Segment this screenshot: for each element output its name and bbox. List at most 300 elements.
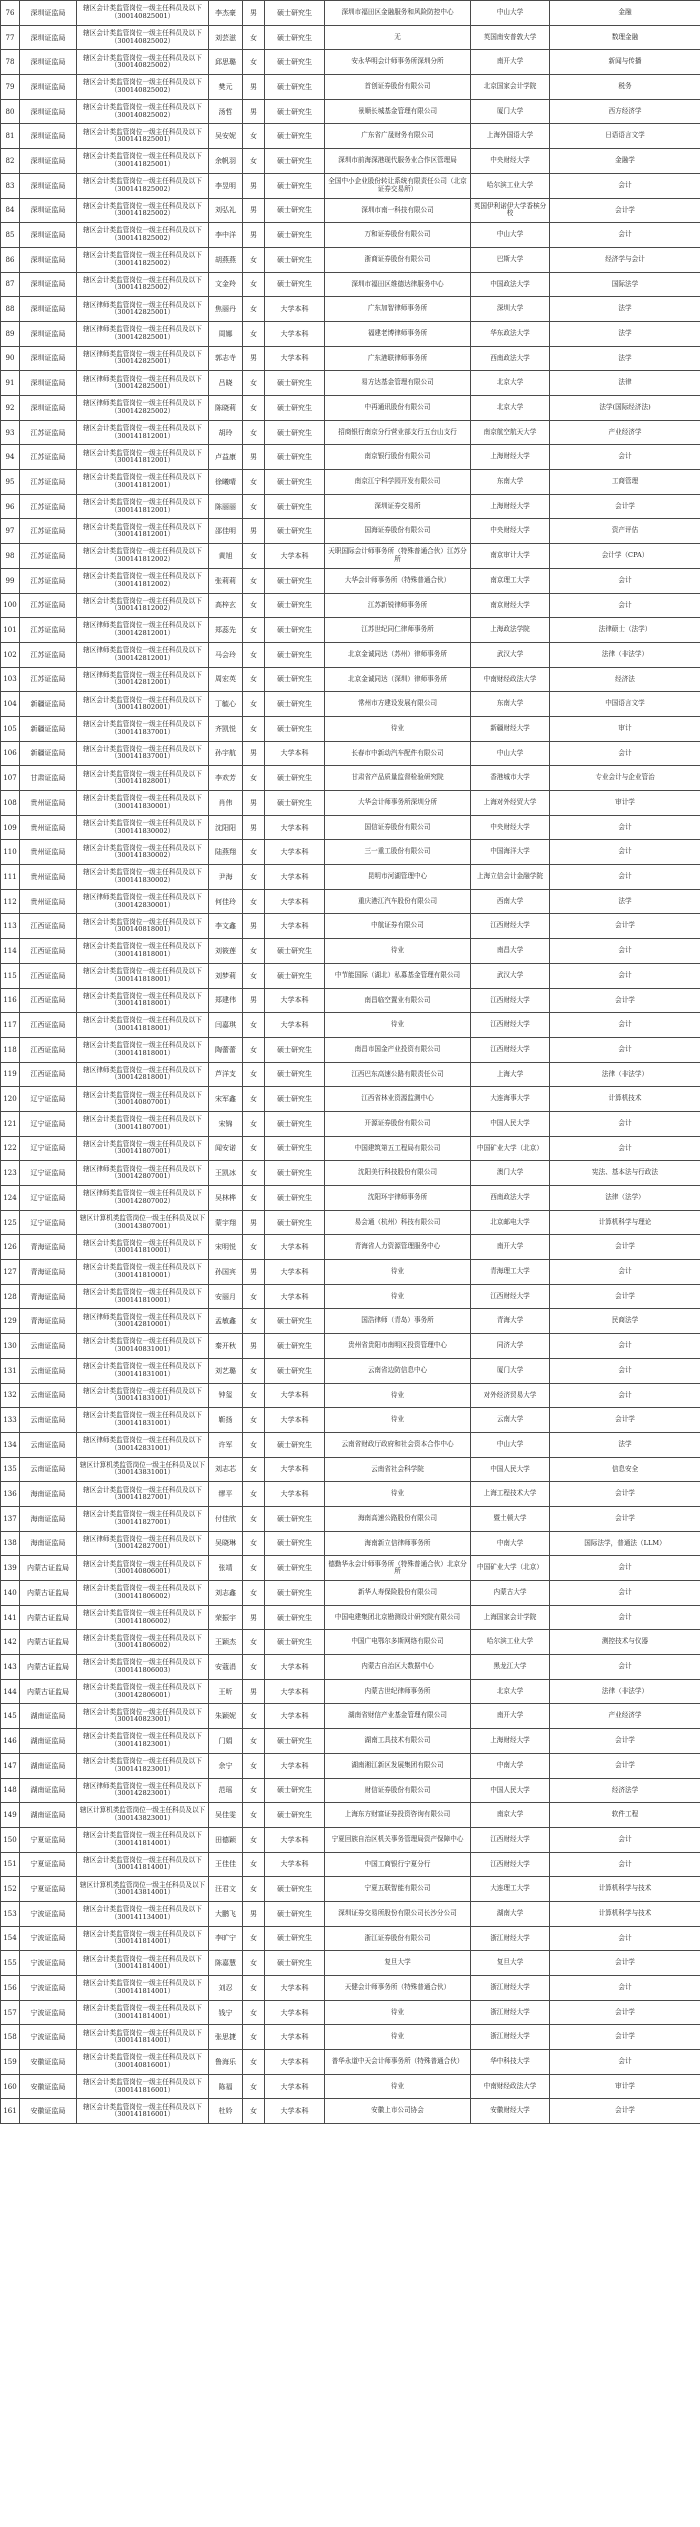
education-cell: 硕士研究生: [265, 1901, 325, 1926]
education-cell: 大学本科: [265, 1852, 325, 1877]
education-cell: 硕士研究生: [265, 642, 325, 667]
education-cell: 大学本科: [265, 1260, 325, 1285]
major-cell: 审计学: [550, 2074, 700, 2099]
row-number-cell: 133: [1, 1408, 20, 1433]
row-number-cell: 152: [1, 1877, 20, 1902]
gender-cell: 女: [243, 1778, 265, 1803]
row-number-cell: 101: [1, 618, 20, 643]
gender-cell: 女: [243, 2025, 265, 2050]
name-cell: 徐曦晴: [209, 470, 243, 495]
employer-cell: 南京江宁科学园开发有限公司: [325, 470, 471, 495]
row-number-cell: 113: [1, 914, 20, 939]
gender-cell: 女: [243, 1852, 265, 1877]
position-cell: 辖区会计类监管岗位一级主任科员及以下（300141823001）: [77, 1729, 209, 1754]
bureau-cell: 深圳证监局: [20, 25, 77, 50]
position-cell: 辖区会计类监管岗位一级主任科员及以下（300141825002）: [77, 198, 209, 223]
table-row: [1, 50, 700, 75]
school-cell: 上海对外经贸大学: [471, 791, 550, 816]
table-row: [1, 1729, 700, 1754]
bureau-cell: 江苏证监局: [20, 544, 77, 569]
school-cell: 中国人民大学: [471, 1111, 550, 1136]
education-cell: 硕士研究生: [265, 1926, 325, 1951]
name-cell: 周娜: [209, 321, 243, 346]
gender-cell: 女: [243, 1235, 265, 1260]
education-cell: 硕士研究生: [265, 1358, 325, 1383]
name-cell: 宋锦: [209, 1111, 243, 1136]
education-cell: 大学本科: [265, 815, 325, 840]
employer-cell: 内蒙古自治区大数据中心: [325, 1655, 471, 1680]
bureau-cell: 湖南证监局: [20, 1729, 77, 1754]
education-cell: 硕士研究生: [265, 173, 325, 198]
employer-cell: 待业: [325, 2074, 471, 2099]
education-cell: 硕士研究生: [265, 1531, 325, 1556]
row-number-cell: 92: [1, 396, 20, 421]
employer-cell: 重庆港江汽车股份有限公司: [325, 889, 471, 914]
major-cell: 金融学: [550, 149, 700, 174]
education-cell: 硕士研究生: [265, 149, 325, 174]
position-cell: 辖区会计类监管岗位一级主任科员及以下（300141818001）: [77, 963, 209, 988]
major-cell: 法律（非法学）: [550, 1679, 700, 1704]
employer-cell: 待业: [325, 1284, 471, 1309]
table-row: [1, 1210, 700, 1235]
school-cell: 江西财经大学: [471, 988, 550, 1013]
row-number-cell: 140: [1, 1581, 20, 1606]
education-cell: 硕士研究生: [265, 1111, 325, 1136]
major-cell: 新闻与传播: [550, 50, 700, 75]
name-cell: 吕晓: [209, 371, 243, 396]
row-number-cell: 143: [1, 1655, 20, 1680]
table-row: [1, 470, 700, 495]
name-cell: 李旷宁: [209, 1926, 243, 1951]
gender-cell: 女: [243, 1877, 265, 1902]
name-cell: 钟玺: [209, 1383, 243, 1408]
row-number-cell: 154: [1, 1926, 20, 1951]
major-cell: 会计: [550, 2050, 700, 2075]
major-cell: 会计: [550, 1037, 700, 1062]
bureau-cell: 内蒙古证监局: [20, 1605, 77, 1630]
education-cell: 大学本科: [265, 2025, 325, 2050]
table-row: [1, 692, 700, 717]
school-cell: 西南政法大学: [471, 1186, 550, 1211]
school-cell: 新疆财经大学: [471, 716, 550, 741]
position-cell: 辖区会计类监管岗位一级主任科员及以下（300141806002）: [77, 1630, 209, 1655]
gender-cell: 女: [243, 2050, 265, 2075]
education-cell: 硕士研究生: [265, 766, 325, 791]
position-cell: 辖区会计类监管岗位一级主任科员及以下（300141827001）: [77, 1506, 209, 1531]
row-number-cell: 158: [1, 2025, 20, 2050]
position-cell: 辖区律师类监管岗位一级主任科员及以下（300142812001）: [77, 667, 209, 692]
education-cell: 硕士研究生: [265, 593, 325, 618]
gender-cell: 男: [243, 1901, 265, 1926]
major-cell: 软件工程: [550, 1803, 700, 1828]
major-cell: 法律: [550, 371, 700, 396]
bureau-cell: 甘肃证监局: [20, 766, 77, 791]
bureau-cell: 深圳证监局: [20, 396, 77, 421]
employer-cell: 广东加智律师事务所: [325, 297, 471, 322]
employer-cell: 中航证券有限公司: [325, 914, 471, 939]
bureau-cell: 深圳证监局: [20, 247, 77, 272]
bureau-cell: 湖南证监局: [20, 1778, 77, 1803]
row-number-cell: 88: [1, 297, 20, 322]
bureau-cell: 辽宁证监局: [20, 1136, 77, 1161]
major-cell: 信息安全: [550, 1457, 700, 1482]
table-row: [1, 420, 700, 445]
row-number-cell: 138: [1, 1531, 20, 1556]
name-cell: 门娟: [209, 1729, 243, 1754]
row-number-cell: 111: [1, 865, 20, 890]
employer-cell: 大华会计师事务所（特殊普通合伙）: [325, 568, 471, 593]
school-cell: 东南大学: [471, 470, 550, 495]
bureau-cell: 深圳证监局: [20, 272, 77, 297]
row-number-cell: 135: [1, 1457, 20, 1482]
education-cell: 硕士研究生: [265, 939, 325, 964]
table-row: [1, 1852, 700, 1877]
bureau-cell: 青海证监局: [20, 1260, 77, 1285]
roster-body: [1, 1, 700, 2124]
gender-cell: 女: [243, 1630, 265, 1655]
name-cell: 胡玲: [209, 420, 243, 445]
position-cell: 辖区会计类监管岗位一级主任科员及以下（300142806001）: [77, 1679, 209, 1704]
major-cell: 会计学: [550, 914, 700, 939]
table-row: [1, 346, 700, 371]
major-cell: 会计: [550, 593, 700, 618]
school-cell: 江西财经大学: [471, 1284, 550, 1309]
school-cell: 上海财经大学: [471, 1729, 550, 1754]
name-cell: 陈丽丽: [209, 494, 243, 519]
bureau-cell: 湖南证监局: [20, 1753, 77, 1778]
name-cell: 王凯冰: [209, 1161, 243, 1186]
table-row: [1, 396, 700, 421]
position-cell: 辖区会计类监管岗位一级主任科员及以下（300141812002）: [77, 568, 209, 593]
school-cell: 对外经济贸易大学: [471, 1383, 550, 1408]
school-cell: 南京航空航天大学: [471, 420, 550, 445]
major-cell: 法学: [550, 321, 700, 346]
major-cell: 审计: [550, 716, 700, 741]
name-cell: 刘志芯: [209, 1457, 243, 1482]
major-cell: 工商管理: [550, 470, 700, 495]
bureau-cell: 宁波证监局: [20, 1951, 77, 1976]
position-cell: 辖区律师类监管岗位一级主任科员及以下（300142825001）: [77, 346, 209, 371]
table-row: [1, 247, 700, 272]
gender-cell: 女: [243, 1284, 265, 1309]
employer-cell: 湖南工具技术有限公司: [325, 1729, 471, 1754]
position-cell: 辖区计算机类监管岗位一级主任科员及以下（300143807001）: [77, 1210, 209, 1235]
table-row: [1, 1679, 700, 1704]
gender-cell: 男: [243, 791, 265, 816]
school-cell: 北京大学: [471, 371, 550, 396]
gender-cell: 女: [243, 420, 265, 445]
row-number-cell: 139: [1, 1556, 20, 1581]
bureau-cell: 贵州证监局: [20, 865, 77, 890]
major-cell: 会计学: [550, 1951, 700, 1976]
gender-cell: 女: [243, 1111, 265, 1136]
table-row: [1, 642, 700, 667]
major-cell: 西方经济学: [550, 99, 700, 124]
name-cell: 王佳佳: [209, 1852, 243, 1877]
name-cell: 卢益康: [209, 445, 243, 470]
education-cell: 大学本科: [265, 1704, 325, 1729]
education-cell: 大学本科: [265, 889, 325, 914]
row-number-cell: 110: [1, 840, 20, 865]
school-cell: 武汉大学: [471, 642, 550, 667]
major-cell: 数理金融: [550, 25, 700, 50]
bureau-cell: 宁波证监局: [20, 2000, 77, 2025]
bureau-cell: 云南证监局: [20, 1457, 77, 1482]
school-cell: 大连理工大学: [471, 1877, 550, 1902]
gender-cell: 女: [243, 297, 265, 322]
major-cell: 会计: [550, 1013, 700, 1038]
bureau-cell: 贵州证监局: [20, 791, 77, 816]
position-cell: 辖区会计类监管岗位一级主任科员及以下（300141812001）: [77, 494, 209, 519]
employer-cell: 深圳证券交易所: [325, 494, 471, 519]
employer-cell: 深圳证券交易所股份有限公司长沙分公司: [325, 1901, 471, 1926]
table-row: [1, 1901, 700, 1926]
table-row: [1, 1111, 700, 1136]
school-cell: 南开大学: [471, 50, 550, 75]
name-cell: 陈福: [209, 2074, 243, 2099]
employer-cell: 景顺长城基金管理有限公司: [325, 99, 471, 124]
school-cell: 复旦大学: [471, 1951, 550, 1976]
school-cell: 内蒙古大学: [471, 1581, 550, 1606]
row-number-cell: 132: [1, 1383, 20, 1408]
gender-cell: 女: [243, 1037, 265, 1062]
employer-cell: 中再通讯股份有限公司: [325, 396, 471, 421]
gender-cell: 男: [243, 914, 265, 939]
gender-cell: 女: [243, 470, 265, 495]
major-cell: 会计学: [550, 494, 700, 519]
position-cell: 辖区律师类监管岗位一级主任科员及以下（300142831001）: [77, 1432, 209, 1457]
school-cell: 中国人民大学: [471, 1778, 550, 1803]
employer-cell: 昆明市河湖管理中心: [325, 865, 471, 890]
major-cell: 会计学: [550, 1729, 700, 1754]
gender-cell: 女: [243, 50, 265, 75]
employer-cell: 长春市中新动汽车配件有限公司: [325, 741, 471, 766]
employer-cell: 大华会计师事务所深圳分所: [325, 791, 471, 816]
education-cell: 硕士研究生: [265, 791, 325, 816]
school-cell: 中南大学: [471, 1531, 550, 1556]
table-row: [1, 865, 700, 890]
gender-cell: 男: [243, 99, 265, 124]
bureau-cell: 新疆证监局: [20, 716, 77, 741]
position-cell: 辖区律师类监管岗位一级主任科员及以下（300142810001）: [77, 1309, 209, 1334]
gender-cell: 男: [243, 1605, 265, 1630]
employer-cell: 浙商证券股份有限公司: [325, 247, 471, 272]
major-cell: 会计学: [550, 2000, 700, 2025]
school-cell: 中央财经大学: [471, 815, 550, 840]
employer-cell: 宁夏五联智能有限公司: [325, 1877, 471, 1902]
name-cell: 张靖: [209, 1556, 243, 1581]
school-cell: 青海大学: [471, 1309, 550, 1334]
employer-cell: 安徽上市公司协会: [325, 2099, 471, 2124]
employer-cell: 国信证券股份有限公司: [325, 815, 471, 840]
employer-cell: 江苏新锐律师事务所: [325, 593, 471, 618]
gender-cell: 女: [243, 2074, 265, 2099]
employer-cell: 中国电建集团北京勘测设计研究院有限公司: [325, 1605, 471, 1630]
bureau-cell: 江西证监局: [20, 939, 77, 964]
school-cell: 江西财经大学: [471, 1852, 550, 1877]
employer-cell: 待业: [325, 939, 471, 964]
position-cell: 辖区会计类监管岗位一级主任科员及以下（300141812001）: [77, 519, 209, 544]
name-cell: 刘忍: [209, 1976, 243, 2001]
table-row: [1, 124, 700, 149]
education-cell: 硕士研究生: [265, 618, 325, 643]
position-cell: 辖区律师类监管岗位一级主任科员及以下（300142825002）: [77, 396, 209, 421]
school-cell: 武汉大学: [471, 963, 550, 988]
position-cell: 辖区会计类监管岗位一级主任科员及以下（300141814001）: [77, 1926, 209, 1951]
major-cell: 会计: [550, 445, 700, 470]
school-cell: 浙江财经大学: [471, 2025, 550, 2050]
education-cell: 大学本科: [265, 2074, 325, 2099]
school-cell: 北京国家会计学院: [471, 75, 550, 100]
row-number-cell: 91: [1, 371, 20, 396]
school-cell: 上海立信会计金融学院: [471, 865, 550, 890]
table-row: [1, 791, 700, 816]
education-cell: 大学本科: [265, 2099, 325, 2124]
row-number-cell: 78: [1, 50, 20, 75]
education-cell: 硕士研究生: [265, 99, 325, 124]
education-cell: 硕士研究生: [265, 1062, 325, 1087]
employer-cell: 复旦大学: [325, 1951, 471, 1976]
employer-cell: 德勤华永会计师事务所（特殊普通合伙）北京分所: [325, 1556, 471, 1581]
gender-cell: 女: [243, 568, 265, 593]
gender-cell: 女: [243, 1926, 265, 1951]
gender-cell: 女: [243, 1186, 265, 1211]
school-cell: 中国矿业大学（北京）: [471, 1556, 550, 1581]
name-cell: 沈阳阳: [209, 815, 243, 840]
row-number-cell: 97: [1, 519, 20, 544]
school-cell: 黑龙江大学: [471, 1655, 550, 1680]
employer-cell: 国浩律师（青岛）事务所: [325, 1309, 471, 1334]
education-cell: 大学本科: [265, 1482, 325, 1507]
bureau-cell: 深圳证监局: [20, 149, 77, 174]
school-cell: 中南财经政法大学: [471, 2074, 550, 2099]
row-number-cell: 79: [1, 75, 20, 100]
major-cell: 会计: [550, 1358, 700, 1383]
employer-cell: 易会通（杭州）科技有限公司: [325, 1210, 471, 1235]
education-cell: 硕士研究生: [265, 1605, 325, 1630]
gender-cell: 女: [243, 1729, 265, 1754]
table-row: [1, 1013, 700, 1038]
school-cell: 香港城市大学: [471, 766, 550, 791]
name-cell: 齐凯悦: [209, 716, 243, 741]
bureau-cell: 青海证监局: [20, 1309, 77, 1334]
gender-cell: 女: [243, 544, 265, 569]
employer-cell: 甘肃省产品质量监督检验研究院: [325, 766, 471, 791]
name-cell: 李欢芳: [209, 766, 243, 791]
position-cell: 辖区律师类监管岗位一级主任科员及以下（300142812001）: [77, 642, 209, 667]
gender-cell: 女: [243, 939, 265, 964]
name-cell: 靳扬: [209, 1408, 243, 1433]
row-number-cell: 126: [1, 1235, 20, 1260]
position-cell: 辖区会计类监管岗位一级主任科员及以下（300141828001）: [77, 766, 209, 791]
position-cell: 辖区会计类监管岗位一级主任科员及以下（300141806002）: [77, 1581, 209, 1606]
bureau-cell: 云南证监局: [20, 1334, 77, 1359]
gender-cell: 女: [243, 1358, 265, 1383]
row-number-cell: 121: [1, 1111, 20, 1136]
row-number-cell: 87: [1, 272, 20, 297]
table-row: [1, 1605, 700, 1630]
table-row: [1, 1581, 700, 1606]
name-cell: 许军: [209, 1432, 243, 1457]
major-cell: 会计: [550, 223, 700, 248]
name-cell: 田德颖: [209, 1827, 243, 1852]
education-cell: 大学本科: [265, 1383, 325, 1408]
major-cell: 法律（非法学）: [550, 1062, 700, 1087]
school-cell: 上海工程技术大学: [471, 1482, 550, 1507]
position-cell: 辖区会计类监管岗位一级主任科员及以下（300141812001）: [77, 420, 209, 445]
position-cell: 辖区会计类监管岗位一级主任科员及以下（300140806001）: [77, 1556, 209, 1581]
major-cell: 经济学与会计: [550, 247, 700, 272]
major-cell: 税务: [550, 75, 700, 100]
table-row: [1, 445, 700, 470]
employer-cell: 贵州省贵阳市南明区投资管理中心: [325, 1334, 471, 1359]
education-cell: 大学本科: [265, 297, 325, 322]
name-cell: 王昕: [209, 1679, 243, 1704]
bureau-cell: 江西证监局: [20, 963, 77, 988]
major-cell: 会计学: [550, 988, 700, 1013]
employer-cell: 新华人寿保险股份有限公司: [325, 1581, 471, 1606]
education-cell: 硕士研究生: [265, 716, 325, 741]
employer-cell: 江苏世纪同仁律师事务所: [325, 618, 471, 643]
school-cell: 江西财经大学: [471, 1827, 550, 1852]
education-cell: 硕士研究生: [265, 1087, 325, 1112]
row-number-cell: 80: [1, 99, 20, 124]
row-number-cell: 104: [1, 692, 20, 717]
position-cell: 辖区律师类监管岗位一级主任科员及以下（300142825001）: [77, 297, 209, 322]
position-cell: 辖区会计类监管岗位一级主任科员及以下（300141807001）: [77, 1136, 209, 1161]
position-cell: 辖区会计类监管岗位一级主任科员及以下（300140825002）: [77, 25, 209, 50]
gender-cell: 女: [243, 642, 265, 667]
name-cell: 吴佳雯: [209, 1803, 243, 1828]
row-number-cell: 83: [1, 173, 20, 198]
bureau-cell: 辽宁证监局: [20, 1161, 77, 1186]
bureau-cell: 云南证监局: [20, 1408, 77, 1433]
name-cell: 闻安诺: [209, 1136, 243, 1161]
employer-cell: 深圳市南一科技有限公司: [325, 198, 471, 223]
position-cell: 辖区会计类监管岗位一级主任科员及以下（300141810001）: [77, 1260, 209, 1285]
major-cell: 法律硕士（法学）: [550, 618, 700, 643]
bureau-cell: 内蒙古证监局: [20, 1581, 77, 1606]
name-cell: 芦洋支: [209, 1062, 243, 1087]
education-cell: 硕士研究生: [265, 198, 325, 223]
row-number-cell: 155: [1, 1951, 20, 1976]
bureau-cell: 江苏证监局: [20, 568, 77, 593]
employer-cell: 海南新立信律师事务所: [325, 1531, 471, 1556]
education-cell: 大学本科: [265, 840, 325, 865]
row-number-cell: 131: [1, 1358, 20, 1383]
gender-cell: 女: [243, 2000, 265, 2025]
position-cell: 辖区会计类监管岗位一级主任科员及以下（300141837001）: [77, 716, 209, 741]
table-row: [1, 2074, 700, 2099]
gender-cell: 女: [243, 1408, 265, 1433]
table-row: [1, 25, 700, 50]
major-cell: 会计: [550, 1136, 700, 1161]
gender-cell: 女: [243, 494, 265, 519]
bureau-cell: 内蒙古证监局: [20, 1655, 77, 1680]
row-number-cell: 100: [1, 593, 20, 618]
school-cell: 中央财经大学: [471, 149, 550, 174]
major-cell: 会计: [550, 1383, 700, 1408]
table-row: [1, 568, 700, 593]
education-cell: 硕士研究生: [265, 667, 325, 692]
major-cell: 测控技术与仪器: [550, 1630, 700, 1655]
row-number-cell: 122: [1, 1136, 20, 1161]
table-row: [1, 593, 700, 618]
gender-cell: 男: [243, 198, 265, 223]
gender-cell: 女: [243, 1482, 265, 1507]
row-number-cell: 107: [1, 766, 20, 791]
bureau-cell: 辽宁证监局: [20, 1186, 77, 1211]
